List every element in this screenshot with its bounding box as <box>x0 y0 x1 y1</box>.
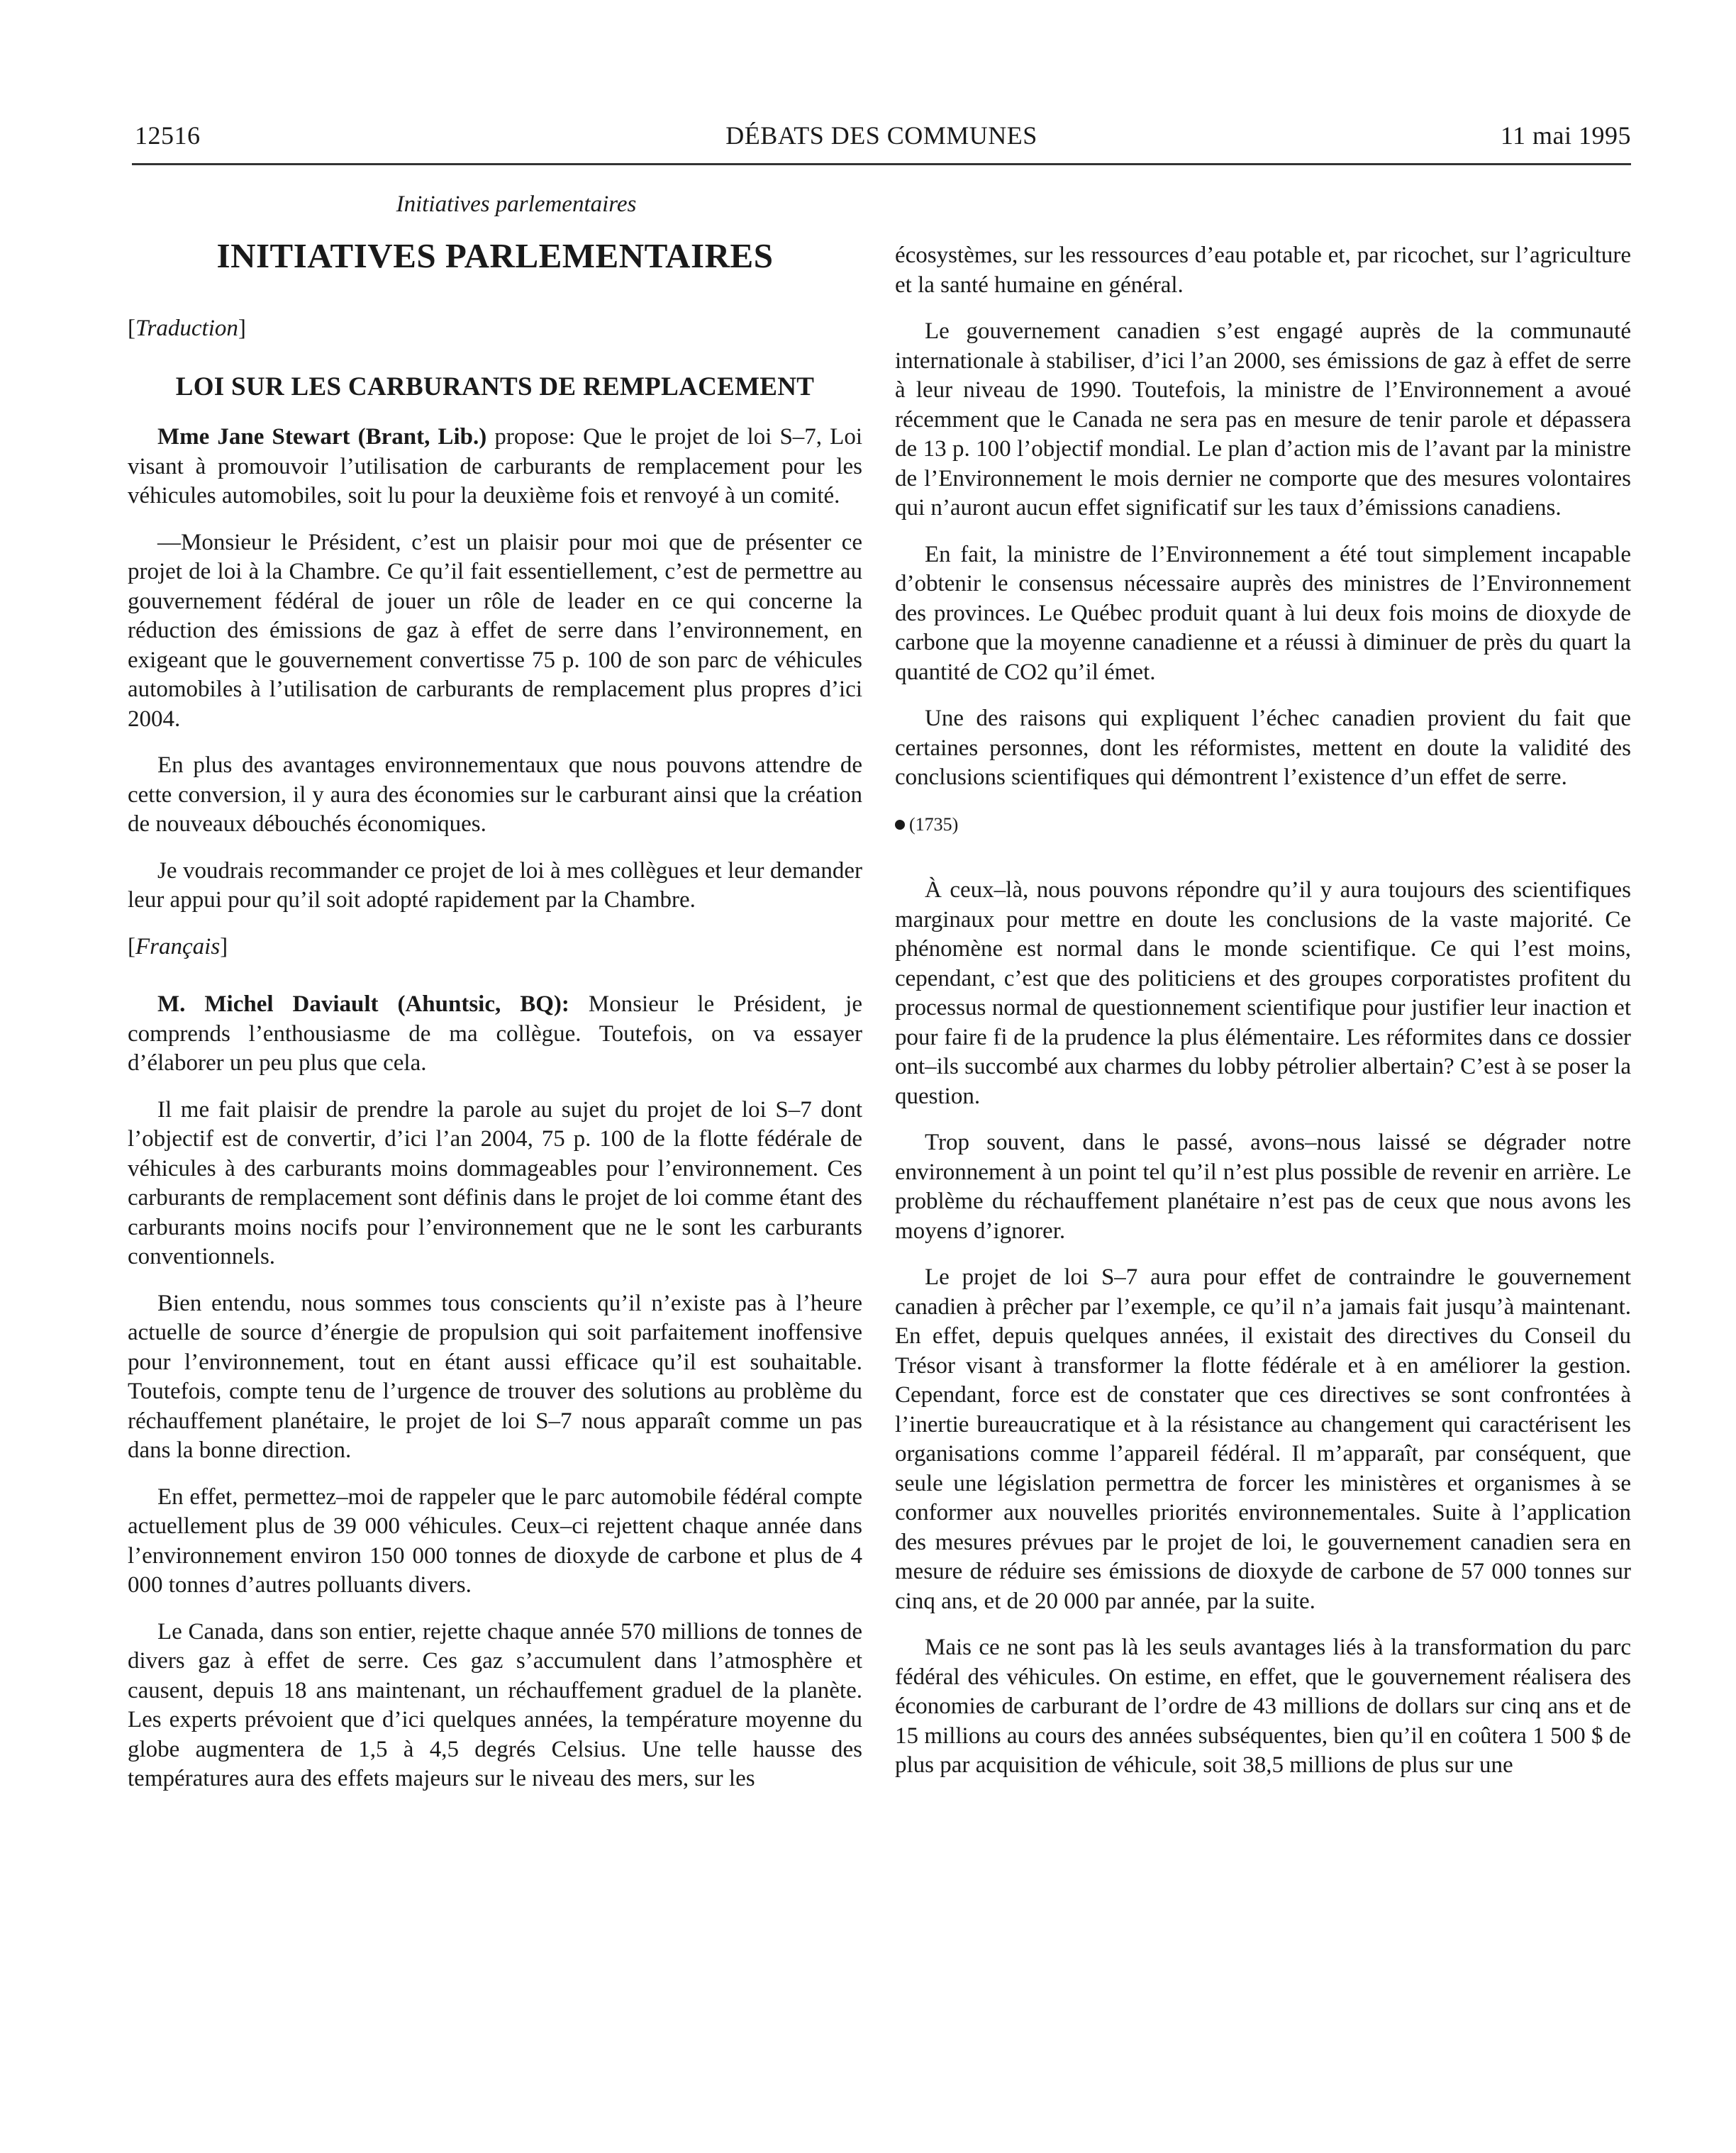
right-column <box>895 241 1631 1798</box>
header-rule <box>132 163 1631 165</box>
left-column <box>128 190 862 1811</box>
paragraph-text: Monsieur le Président, je comprends l’enthousiasme de ma collègue. Toutefois, on va essayer d’élaborer un peu plus que cela. <box>128 991 862 1076</box>
paragraph: Il me fait plaisir de prendre la parole au sujet du projet de loi S–7 dont l’objectif est de convertir, d’ici l’an 2004, 75 p. 100 de la flotte fédérale de véhicules à des carburants moins dommageables pour l’environnement. Ces carburants de remplacement sont définis dans le projet de loi comme étant des carburants moins nocifs pour l’environnement que ne le sont les carburants conventionnels. <box>128 1096 862 1269</box>
paragraph: En fait, la ministre de l’Environnement a été tout simplement incapable d’obtenir le consensus nécessaire auprès des ministres de l’Environnement des provinces. Le Québec produit quant à lui deux fois moins de dioxyde de carbone que la moyenne canadienne et a réussi à diminuer de près du quart la quantité de CO2 qu’il émet. <box>895 541 1631 685</box>
speaker-name: M. Michel Daviault (Ahuntsic, BQ): <box>157 991 569 1017</box>
paragraph: Trop souvent, dans le passé, avons–nous laissé se dégrader notre environnement à un point tel qu’il n’est plus possible de revenir en arrière. Le problème du réchauffement planétaire n’est pas de ceux que nous avons les moyens d’ignorer. <box>895 1130 1631 1244</box>
language-tag-label: Traduction <box>135 316 238 341</box>
paragraph: En plus des avantages environnementaux que nous pouvons attendre de cette conversion, il y aura des économies sur le carburant ainsi que la création de nouveaux débouchés économiques. <box>128 752 862 837</box>
paragraph: En effet, permettez–moi de rappeler que le parc automobile fédéral compte actuellement plus de 39 000 véhicules. Ceux–ci rejettent chaque année dans l’environnement environ 150 000 tonnes de dioxyde de carbone et plus de 4 000 tonnes d’autres polluants divers. <box>128 1484 862 1598</box>
paragraph: écosystèmes, sur les ressources d’eau potable et, par ricochet, sur l’agriculture et la santé humaine en général. <box>895 243 1631 298</box>
language-tag-label: Français <box>135 933 221 959</box>
page-number: 12516 <box>135 121 201 150</box>
paragraph: Mais ce ne sont pas là les seuls avantages liés à la transformation du parc fédéral des véhicules. On estime, en effet, que le gouvernement réalisera des économies de carburant de l’ordre de 43 millions de dollars sur cinq ans et de 15 millions au cours des années subséquentes, bien qu’il en coûtera 1 500 $ de plus par acquisition de véhicule, soit 38,5 millions de plus sur une <box>895 1635 1631 1778</box>
running-head <box>132 121 1631 160</box>
section-label: Initiatives parlementaires <box>396 191 637 217</box>
timestamp-text: (1735) <box>909 813 959 835</box>
timestamp <box>895 810 1631 840</box>
paragraph: Le Canada, dans son entier, rejette chaque année 570 millions de tonnes de divers gaz à effet de serre. Ces gaz s’accumulent dans l’atmosphère et causent, depuis 18 ans maintenant, un réchauffement graduel de la planète. Les experts prévoient que d’ici quelques années, la température moyenne du globe augmentera de 1,5 à 4,5 degrés Celsius. Une telle hausse des températures aura des effets majeurs sur le niveau des mers, sur les <box>128 1618 862 1791</box>
language-tag-french: [Français] <box>128 933 228 959</box>
journal-title: DÉBATS DES COMMUNES <box>725 121 1037 150</box>
paragraph <box>128 990 862 1079</box>
publication-date: 11 mai 1995 <box>1500 121 1631 150</box>
paragraph <box>128 423 862 511</box>
bill-title: LOI SUR LES CARBURANTS DE REMPLACEMENT <box>175 372 815 401</box>
section-title: INITIATIVES PARLEMENTAIRES <box>216 235 774 275</box>
paragraph: —Monsieur le Président, c’est un plaisir pour moi que de présenter ce projet de loi à la Chambre. Ce qu’il fait essentiellement, c’est de permettre au gouvernement fédéral de jouer un rôle de leader en ce qui concerne la réduction des émissions de gaz à effet de serre dans l’environnement, en exigeant que le gouvernement convertisse 75 p. 100 de son parc de véhicules automobiles à l’utilisation de carburants de remplacement plus propres d’ici 2004. <box>128 529 862 732</box>
bullet-icon <box>895 820 905 830</box>
speaker-name: Mme Jane Stewart (Brant, Lib.) <box>157 424 487 450</box>
language-tag-translation: [Traduction] <box>128 316 246 341</box>
paragraph: Le projet de loi S–7 aura pour effet de contraindre le gouvernement canadien à prêcher par l’exemple, ce qu’il n’a jamais fait jusqu’à maintenant. En effet, depuis quelques années, il existait des directives du Conseil du Trésor visant à transformer la flotte fédérale et à en améliorer la gestion. Cependant, force est de constater que ces directives se sont confrontées à l’inertie bureaucratique et à la résistance au changement qui caractérisent les organisations comme l’appareil fédéral. Il m’apparaît, par conséquent, que seule une législation permettra de forcer les ministères et organismes à se conformer aux nouvelles priorités environnementales. Suite à l’application des mesures prévues par le projet de loi, le gouvernement canadien sera en mesure de réduire ses émissions de dioxyde de carbone de 57 000 tonnes sur cinq ans, et de 20 000 par année, par la suite. <box>895 1264 1631 1614</box>
paragraph: Le gouvernement canadien s’est engagé auprès de la communauté internationale à stabiliser, d’ici l’an 2000, ses émissions de gaz à effet de serre à leur niveau de 1990. Toutefois, la ministre de l’Environnement a avoué récemment que le Canada ne sera pas en mesure de tenir parole et dépassera de 13 p. 100 l’objectif mondial. Le plan d’action mis de l’avant par la ministre de l’Environnement le mois dernier ne comporte que des mesures volontaires qui n’auront aucun effet significatif sur les taux d’émissions canadiens. <box>895 318 1631 521</box>
paragraph: À ceux–là, nous pouvons répondre qu’il y aura toujours des scientifiques marginaux pour mettre en doute les conclusions de la vaste majorité. Ce phénomène est normal dans le monde scientifique. Ce qui l’est moins, cependant, c’est que des politiciens et des groupes corporatistes profitent du processus normal de questionnement scientifique pour justifier leur inaction et pour faire fi de la prudence la plus élémentaire. Les réformites dans ce dossier ont–ils succombé aux charmes du lobby pétrolier albertain? C’est à se poser la question. <box>895 877 1631 1109</box>
paragraph: Une des raisons qui expliquent l’échec canadien provient du fait que certaines personnes, dont les réformistes, mettent en doute la validité des conclusions scientifiques qui démontrent l’existence d’un effet de serre. <box>895 706 1631 790</box>
paragraph: Bien entendu, nous sommes tous conscients qu’il n’existe pas à l’heure actuelle de source d’énergie de propulsion qui soit parfaitement inoffensive pour l’environnement, tout en étant aussi efficace qu’il est souhaitable. Toutefois, compte tenu de l’urgence de trouver des solutions au problème du réchauffement planétaire, le projet de loi S–7 nous apparaît comme un pas dans la bonne direction. <box>128 1290 862 1463</box>
paragraph: Je voudrais recommander ce projet de loi à mes collègues et leur demander leur appui pour qu’il soit adopté rapidement par la Chambre. <box>128 857 862 913</box>
paragraph-text: propose: Que le projet de loi S–7, Loi visant à promouvoir l’utilisation de carburants de remplacement pour les véhicules automobiles, soit lu pour la deuxième fois et renvoyé à un comité. <box>128 424 862 508</box>
